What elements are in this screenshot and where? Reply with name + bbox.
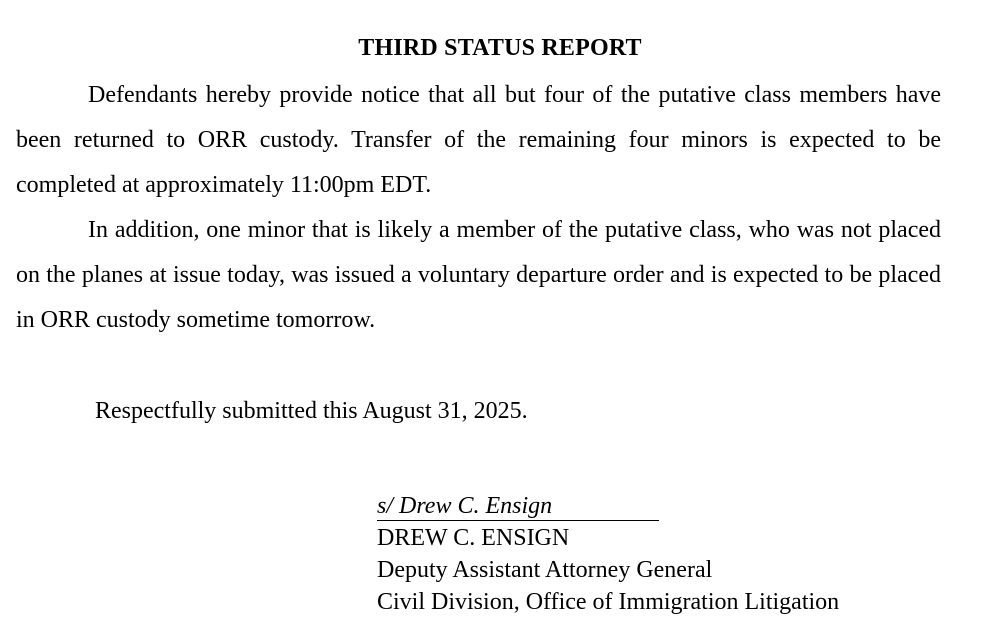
paragraph-text: In addition, one minor that is likely a member of the putative class, who was not placed on the planes at issue today, was issued a voluntary departure order and is expected to be placed in ORR custody sometime tomorrow. <box>16 217 941 333</box>
document-title: THIRD STATUS REPORT <box>358 35 642 61</box>
signer-name: DREW C. ENSIGN <box>377 525 570 551</box>
paragraph-text: Defendants hereby provide notice that all but four of the putative class members have been returned to ORR custody. Transfer of the remaining four minors is expected to be completed at approximately 11:00pm EDT. <box>16 82 941 198</box>
paragraph-notice <box>16 73 941 208</box>
signature-block <box>377 490 839 618</box>
paragraph-additional <box>16 208 941 343</box>
signer-title: Deputy Assistant Attorney General <box>377 557 713 583</box>
signature-line: s/ Drew C. Ensign <box>377 492 659 521</box>
closing-line: Respectfully submitted this August 31, 2025. <box>95 398 528 424</box>
signer-office: Civil Division, Office of Immigration Litigation <box>377 589 840 615</box>
